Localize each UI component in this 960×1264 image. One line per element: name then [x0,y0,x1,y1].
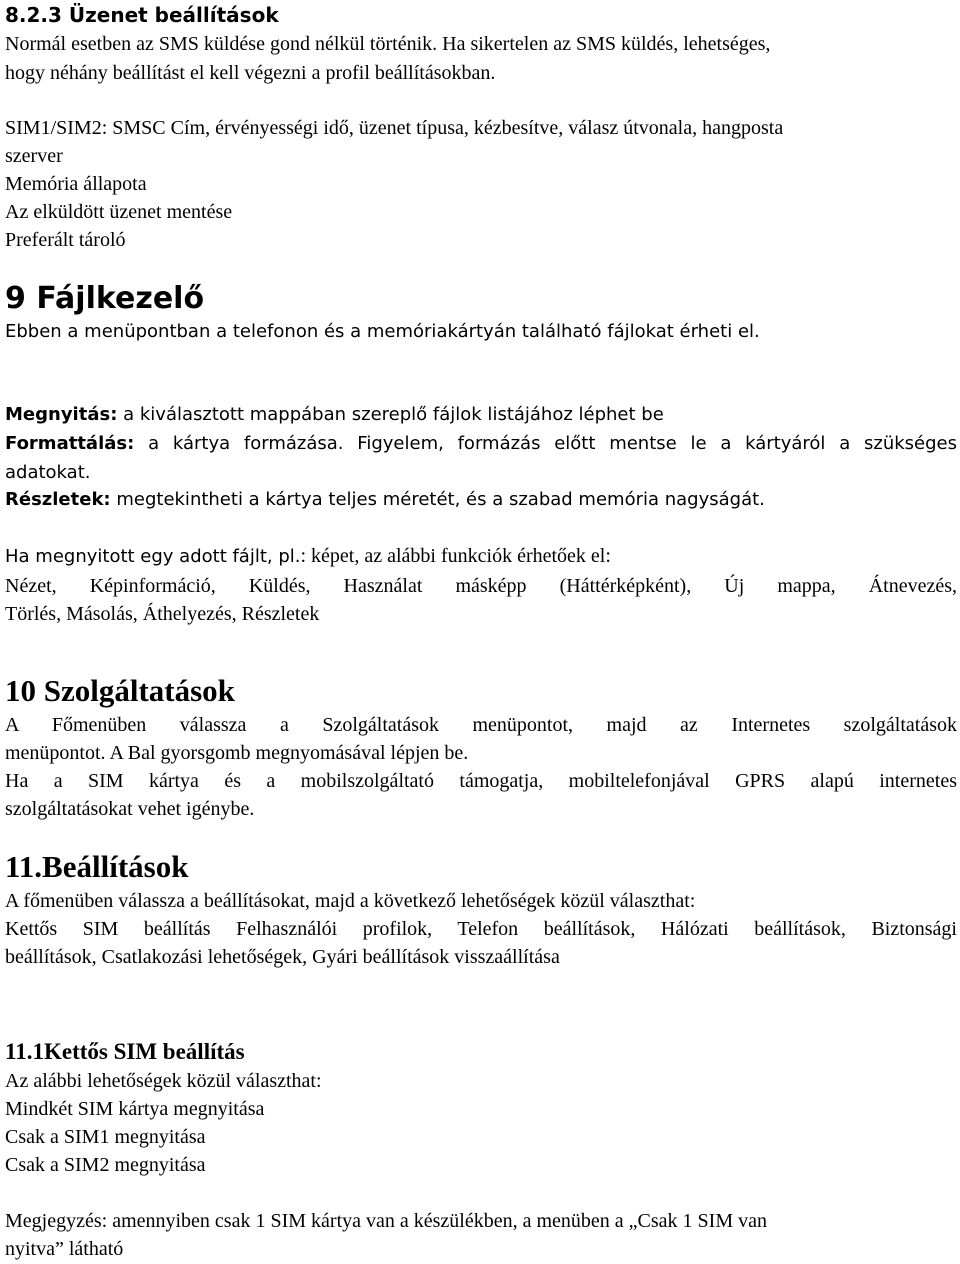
term-text: a kiválasztott mappában szereplő fájlok listájához léphet be [117,404,664,425]
note-line: nyitva” látható [5,1238,124,1260]
paragraph-line: hogy néhány beállítást el kell végezni a profil beállításokban. [5,62,496,84]
term-text: megtekintheti a kártya teljes méretét, és a szabad memória nagyságát. [110,489,765,510]
paragraph-line: szolgáltatásokat vehet igénybe. [5,798,255,820]
definition-open [5,406,664,424]
paragraph-line: SIM1/SIM2: SMSC Cím, érvényességi idő, üzenet típusa, kézbesítve, válasz útvonala, hangposta [5,117,784,139]
paragraph-line: Ebben a menüpontban a telefonon és a memóriakártyán található fájlokat érheti el. [5,321,760,342]
paragraph-line: Nézet, Képinformáció, Küldés, Használat másképp (Háttérképként), Új mappa, Átnevezés, [5,575,957,597]
definition-format [5,435,957,453]
text-run: Ha megnyitott egy adott fájlt, pl. [5,546,301,567]
list-item: Mindkét SIM kártya megnyitása [5,1098,265,1120]
text-run: : képet, az alábbi funkciók érhetőek el: [300,545,611,567]
term-label: Részletek: [5,489,111,510]
section-heading-9: 9 Fájlkezelő [5,281,205,316]
paragraph-line: Normál esetben az SMS küldése gond nélkül történik. Ha sikertelen az SMS küldés, lehetséges, [5,33,771,55]
paragraph-line: A Főmenüben válassza a Szolgáltatások menüpontot, majd az Internetes szolgáltatások [5,714,957,736]
paragraph-line: Az alábbi lehetőségek közül választhat: [5,1070,322,1092]
section-heading-10: 10 Szolgáltatások [5,673,235,708]
term-text: a kártya formázása. Figyelem, formázás előtt mentse le a kártyáról a szükséges [134,433,957,454]
definition-details [5,491,765,509]
paragraph-line: Ha a SIM kártya és a mobilszolgáltató támogatja, mobiltelefonjával GPRS alapú internetes [5,770,957,792]
paragraph-line: Törlés, Másolás, Áthelyezés, Részletek [5,603,320,625]
paragraph-line [5,546,611,566]
paragraph-line: beállítások, Csatlakozási lehetőségek, Gyári beállítások visszaállítása [5,946,560,968]
paragraph-line: A főmenüben válassza a beállításokat, majd a következő lehetőségek közül választhat: [5,890,696,912]
paragraph-line: adatokat. [5,462,91,483]
section-heading-11-1: 11.1Kettős SIM beállítás [5,1039,245,1064]
note-line: Megjegyzés: amennyiben csak 1 SIM kártya van a készülékben, a menüben a „Csak 1 SIM van [5,1210,767,1232]
paragraph-line: Kettős SIM beállítás Felhasználói profilok, Telefon beállítások, Hálózati beállítások, Biztonsági [5,918,957,940]
list-item: Memória állapota [5,173,147,195]
section-heading-8-2-3: 8.2.3 Üzenet beállítások [5,3,279,27]
list-item: Preferált tároló [5,229,126,251]
paragraph-line: menüpontot. A Bal gyorsgomb megnyomásával lépjen be. [5,742,469,764]
term-label: Megnyitás: [5,404,118,425]
list-item: Az elküldött üzenet mentése [5,201,233,223]
list-item: Csak a SIM2 megnyitása [5,1154,206,1176]
term-label: Formattálás: [5,433,135,454]
section-heading-11: 11.Beállítások [5,849,189,884]
list-item: Csak a SIM1 megnyitása [5,1126,206,1148]
paragraph-line: szerver [5,145,63,167]
